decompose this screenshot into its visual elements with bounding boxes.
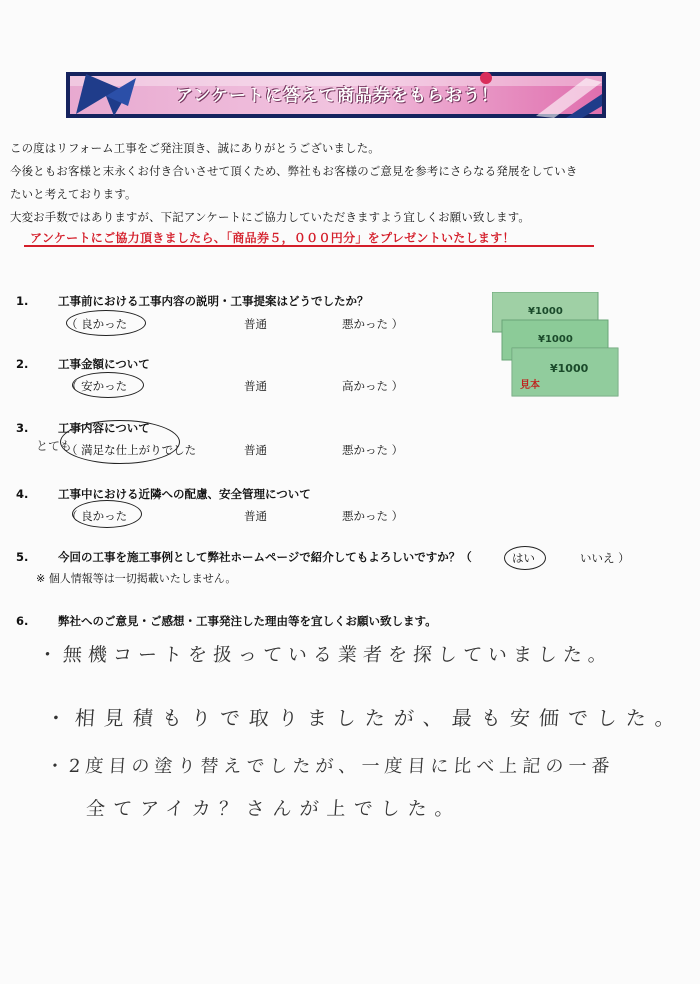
q4-option-good[interactable]: （ 良かった	[66, 509, 128, 523]
q2-option-cheap[interactable]: （ 安かった	[66, 379, 128, 393]
question-6	[16, 613, 437, 629]
question-text: 工事金額について	[58, 357, 150, 371]
q3-option-normal[interactable]: 普通	[244, 443, 267, 457]
q4-answer-circle	[72, 500, 142, 528]
q3-handwritten-prefix: とても	[36, 439, 73, 453]
q3-option-bad[interactable]: 悪かった ）	[342, 443, 404, 457]
question-text: 工事前における工事内容の説明・工事提案はどうでしたか？	[58, 294, 369, 308]
question-number: 4.	[16, 487, 29, 501]
q2-option-expensive[interactable]: 高かった ）	[342, 379, 404, 393]
privacy-note: ※ 個人情報等は一切掲載いたしません。	[36, 572, 237, 585]
handwritten-comment-2: ・相見積もりで取りましたが、最も安価でした。	[45, 706, 685, 730]
promo-text: アンケートにご協力頂きましたら、「商品券５，０００円分」をプレゼントいたします！	[30, 231, 515, 245]
question-number: 5.	[16, 550, 29, 564]
voucher-amount-2: ¥1000	[538, 334, 573, 345]
handwritten-comment-3: ・2度目の塗り替えでしたが、一度目に比べ上記の一番	[45, 756, 616, 777]
q3-answer-circle	[60, 420, 180, 464]
question-4	[16, 486, 311, 502]
promo-underline	[24, 245, 594, 247]
q2-answer-circle	[72, 372, 144, 398]
question-5	[16, 549, 472, 565]
gift-voucher-image	[492, 292, 622, 400]
q1-option-normal[interactable]: 普通	[244, 317, 267, 331]
q1-answer-circle	[66, 310, 146, 336]
banner-title: アンケートに答えて商品券をもらおう！	[176, 86, 499, 106]
q5-option-yes[interactable]: はい	[512, 551, 535, 565]
question-text: 弊社へのご意見・ご感想・工事発注した理由等を宜しくお願い致します。	[58, 614, 437, 628]
q4-option-bad[interactable]: 悪かった ）	[342, 509, 404, 523]
q2-option-normal[interactable]: 普通	[244, 379, 267, 393]
question-number: 6.	[16, 614, 29, 628]
q5-option-no[interactable]: いいえ ）	[580, 551, 630, 565]
voucher-sample-stamp: 見本	[520, 380, 540, 391]
q1-option-bad[interactable]: 悪かった ）	[342, 317, 404, 331]
question-text: 工事内容について	[58, 421, 150, 435]
question-2	[16, 356, 150, 372]
handwritten-comment-4: 全てアイカ？さんが上でした。	[85, 798, 463, 820]
question-1	[16, 293, 369, 309]
intro-line-1: この度はリフォーム工事をご発注頂き、誠にありがとうございました。	[10, 141, 380, 155]
handwritten-comment-1: ・無機コートを扱っている業者を探していました。	[37, 644, 614, 666]
question-text: 工事中における近隣への配慮、安全管理について	[58, 487, 311, 501]
q1-option-good[interactable]: （ 良かった	[66, 317, 128, 331]
intro-line-4: 大変お手数ではありますが、下記アンケートにご協力していただきますよう宜しくお願い致します。	[10, 210, 530, 224]
voucher-amount-1: ¥1000	[528, 306, 563, 317]
question-text: 今回の工事を施工事例として弊社ホームページで紹介してもよろしいですか？（	[58, 550, 472, 564]
q3-option-satisfied[interactable]: （ 満足な仕上がりでした	[66, 443, 197, 457]
voucher-amount-3: ¥1000	[550, 362, 589, 375]
question-number: 2.	[16, 357, 29, 371]
question-number: 3.	[16, 421, 29, 435]
question-number: 1.	[16, 294, 29, 308]
q5-answer-circle	[504, 546, 546, 570]
intro-line-2: 今後ともお客様と末永くお付き合いさせて頂くため、弊社もお客様のご意見を参考にさらなる発展をしていき	[10, 164, 578, 178]
intro-line-3: たいと考えております。	[10, 187, 137, 201]
survey-banner	[66, 72, 606, 118]
q4-option-normal[interactable]: 普通	[244, 509, 267, 523]
